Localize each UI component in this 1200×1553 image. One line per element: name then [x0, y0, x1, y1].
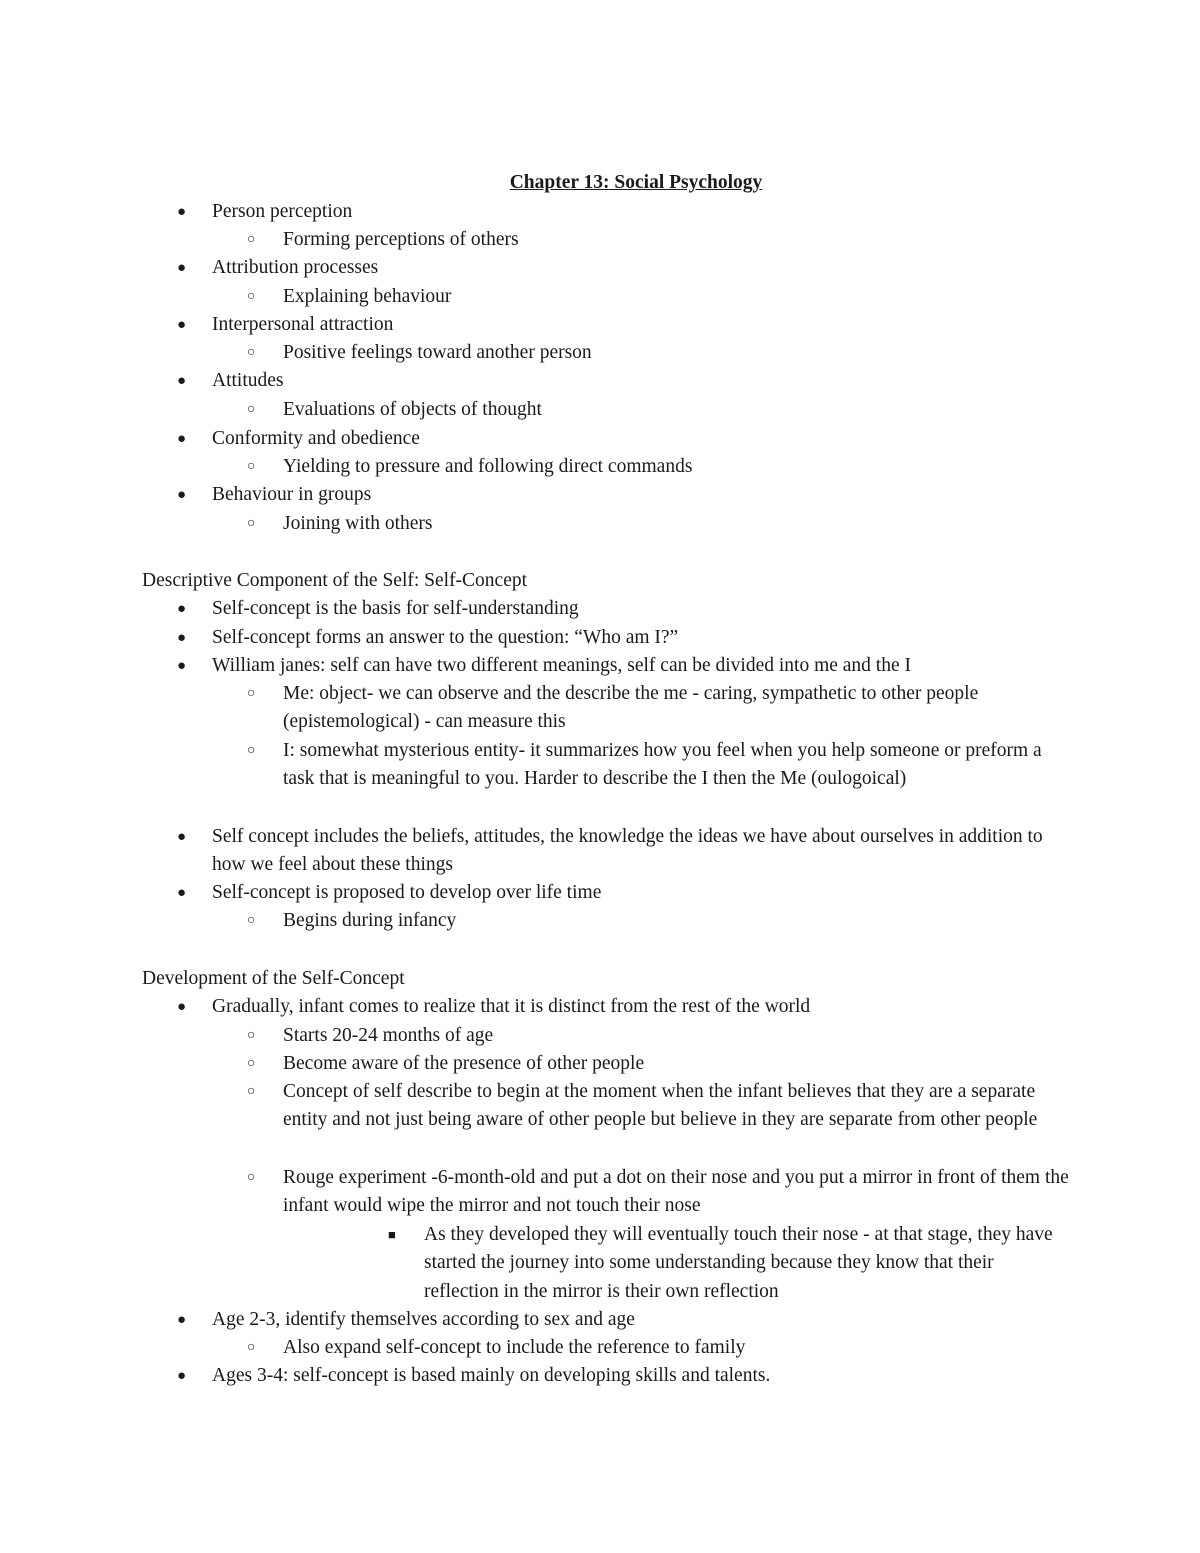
- hollow-bullet-icon: ○: [247, 743, 256, 758]
- sub-list-item: Become aware of the presence of other people: [283, 1053, 645, 1074]
- hollow-bullet-icon: ○: [247, 232, 256, 247]
- list-item: Attribution processes: [212, 257, 379, 278]
- bullet-icon: ●: [177, 829, 187, 845]
- list-item: Behaviour in groups: [212, 484, 372, 505]
- bullet-icon: ●: [177, 1368, 187, 1384]
- bullet-icon: ●: [177, 658, 187, 674]
- sub-list-item: Forming perceptions of others: [283, 229, 519, 250]
- list-item: Self-concept forms an answer to the question: “Who am I?”: [212, 627, 679, 648]
- bullet-icon: ●: [177, 260, 187, 276]
- square-bullet-icon: ■: [388, 1227, 396, 1242]
- bullet-icon: ●: [177, 373, 187, 389]
- list-item: Ages 3-4: self-concept is based mainly on developing skills and talents.: [212, 1365, 771, 1386]
- list-item: William janes: self can have two different meanings, self can be divided into me and the I: [212, 655, 912, 676]
- bullet-icon: ●: [177, 487, 187, 503]
- sub-list-item: Rouge experiment -6-month-old and put a dot on their nose and you put a mirror in front of them the infant would wipe the mirror and not touch their nose: [283, 1167, 1069, 1217]
- bullet-icon: ●: [177, 885, 187, 901]
- sub-list-item: Begins during infancy: [283, 910, 457, 931]
- bullet-icon: ●: [177, 1312, 187, 1328]
- list-item: Attitudes: [212, 370, 284, 391]
- sub-list-item: I: somewhat mysterious entity- it summarizes how you feel when you help someone or preform a task that is meaningful to you. Harder to describe the I then the Me (oulogoical): [283, 740, 1042, 790]
- sub-list-item: Also expand self-concept to include the reference to family: [283, 1337, 746, 1358]
- section-heading: Descriptive Component of the Self: Self-Concept: [142, 570, 528, 591]
- hollow-bullet-icon: ○: [247, 1170, 256, 1185]
- hollow-bullet-icon: ○: [247, 686, 256, 701]
- hollow-bullet-icon: ○: [247, 402, 256, 417]
- list-item: Age 2-3, identify themselves according to sex and age: [212, 1309, 635, 1330]
- bullet-icon: ●: [177, 317, 187, 333]
- list-item: Person perception: [212, 201, 353, 222]
- bullet-icon: ●: [177, 204, 187, 220]
- hollow-bullet-icon: ○: [247, 459, 256, 474]
- sub-list-item: Positive feelings toward another person: [283, 342, 592, 363]
- hollow-bullet-icon: ○: [247, 913, 256, 928]
- sub-list-item: Yielding to pressure and following direct commands: [283, 456, 693, 477]
- sub-list-item: Explaining behaviour: [283, 286, 452, 307]
- hollow-bullet-icon: ○: [247, 1056, 256, 1071]
- list-item: Interpersonal attraction: [212, 314, 394, 335]
- hollow-bullet-icon: ○: [247, 1340, 256, 1355]
- hollow-bullet-icon: ○: [247, 1084, 256, 1099]
- list-item: Self concept includes the beliefs, attitudes, the knowledge the ideas we have about ourselves in addition to how we feel about these things: [212, 826, 1043, 876]
- sub-list-item: Concept of self describe to begin at the moment when the infant believes that they are a separate entity and not just being aware of other people but believe in they are separate from other people: [283, 1081, 1038, 1131]
- sub-list-item: Evaluations of objects of thought: [283, 399, 542, 420]
- sub-list-item: Joining with others: [283, 513, 433, 534]
- hollow-bullet-icon: ○: [247, 516, 256, 531]
- sub-list-item: Me: object- we can observe and the describe the me - caring, sympathetic to other people (epistemological) - can measure this: [283, 683, 979, 733]
- bullet-icon: ●: [177, 601, 187, 617]
- list-item: Gradually, infant comes to realize that it is distinct from the rest of the world: [212, 996, 811, 1017]
- sub-sub-list-item: As they developed they will eventually touch their nose - at that stage, they have started the journey into some understanding because they know that their reflection in the mirror is their own reflection: [424, 1224, 1053, 1302]
- sub-list-item: Starts 20-24 months of age: [283, 1025, 494, 1046]
- hollow-bullet-icon: ○: [247, 1028, 256, 1043]
- list-item: Self-concept is proposed to develop over life time: [212, 882, 602, 903]
- hollow-bullet-icon: ○: [247, 289, 256, 304]
- hollow-bullet-icon: ○: [247, 345, 256, 360]
- section-heading: Development of the Self-Concept: [142, 968, 405, 989]
- bullet-icon: ●: [177, 431, 187, 447]
- list-item: Conformity and obedience: [212, 428, 420, 449]
- list-item: Self-concept is the basis for self-understanding: [212, 598, 579, 619]
- bullet-icon: ●: [177, 999, 187, 1015]
- bullet-icon: ●: [177, 630, 187, 646]
- page-title: Chapter 13: Social Psychology: [509, 172, 763, 193]
